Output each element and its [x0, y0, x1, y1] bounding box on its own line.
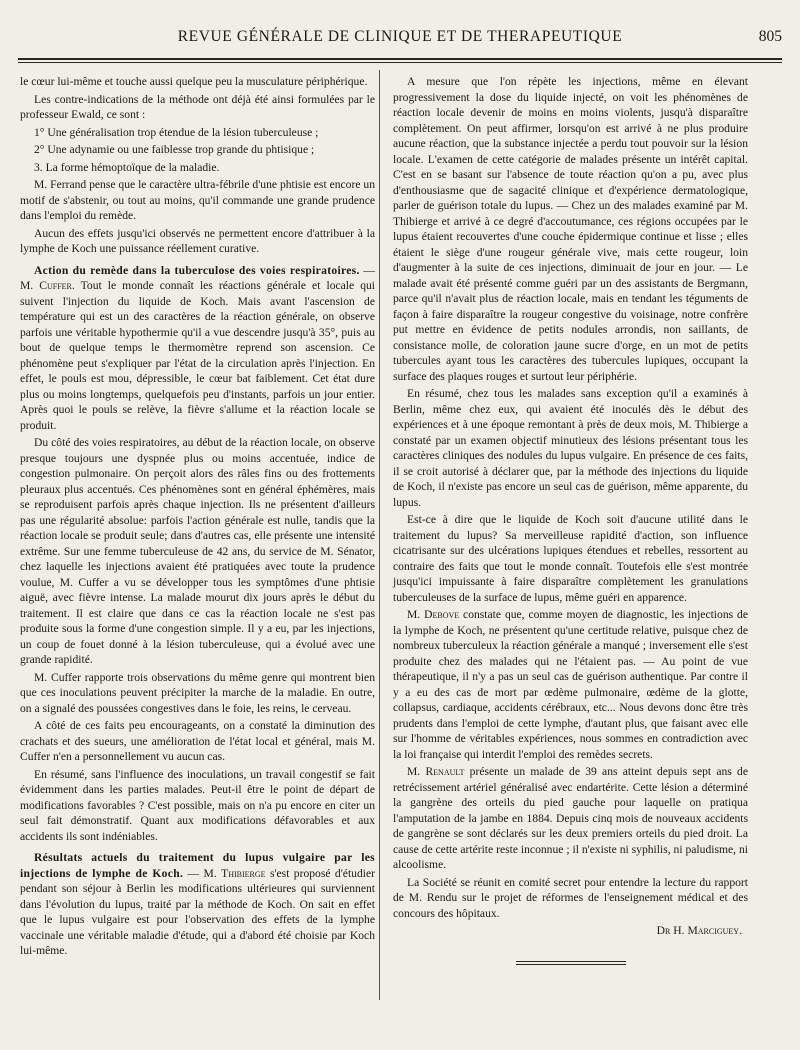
paragraph: A mesure que l'on répète les injections, même en élevant progressivement la dose du liquide injecté, on voit les phénomènes de réaction locale devenir de moins en moins violents, jusqu'à disparaître complètement. On peut affirmer, lorsqu'on est arrivé à ne plus produire aucune réaction, que la substance injectée a perdu tout pouvoir sur la lésion locale. L'examen de cette catégorie de malades présente un intérêt capital. C'est en se basant sur l'absence de toute réaction qu'on a pu, avec plus d'enthousiasme que de sagacité clinique et d'expérience dermatologique, parler de guérison totale du lupus. — Chez un des malades examiné par M. Thibierge et arrivé à ce degré d'accoutumance, ces régions occupées par le lupus étaient recouvertes d'une couche épidermique continue et lisse ; elles étaient le siège d'une rougeur générale vive, mais cette rougeur, loin d'augmenter à la suite de ces injections, diminuait de jour en jour. — Le malade avait été présenté comme guéri par un des assistants de Bergmann, parce qu'il n'avait plus de réaction locale, mais en tendant les téguments de façon à faire disparaître la rougeur congestive du voisinage, notre confrère put mettre en évidence de petits nodules arrondis, non saillants, de consistance molle, de coloration jaune sucre d'orge, en un mot de petits tubercules ayant tous les caractères des tubercules lupiques, occupant la surface des plaques rouges et surtout leur périphérie. — [393, 75, 748, 383]
paragraph: Les contre-indications de la méthode ont déjà été ainsi formulées par le professeur Ewald, ce sont : — [20, 92, 375, 121]
section-title: Résultats actuels du traitement du lupus vulgaire par les injections de lymphe de Koch. — [20, 851, 375, 880]
paragraph: En résumé, chez tous les malades sans exception qu'il a examinés à Berlin, même chez eux, qui avaient été inoculés dès le début des expériences et à une époque remontant à près de deux mois, M. Thibierge a constaté par un examen objectif minutieux des lésions présentant tous les caractères cliniques des nodules du lupus vulgaire. En présence de ces faits, il se croit autorisé à déclarer que, par la méthode des injections du liquide de Koch, il n'existe pas encore un seul cas de guérison, même apparente, du lupus. — [393, 387, 748, 509]
paragraph: Est-ce à dire que le liquide de Koch soit d'aucune utilité dans le traitement du lupus? Sa merveilleuse rapidité d'action, son influence cicatrisante sur des ulcérations lupiques étendues et rebelles, ressortent au contraire des faits que tout le monde connaît. Toutefois elle s'est montrée jusqu'ici impuissante à faire disparaître complètement les granulations tuberculeuses de la surface de lupus, même guéri en apparence. — [393, 513, 748, 604]
paragraph: Du côté des voies respiratoires, au début de la réaction locale, on observe presque toujours une dyspnée plus ou moins accentuée, indice de congestion pulmonaire. On perçoit alors des râles fins ou des frottements pleuraux plus accentués. Ces phénomènes sont en général éphémères, mais se reproduisent parfois après chaque injection. Ils ne présentent d'ailleurs pas une régularité absolue: parfois l'action générale est nulle, tandis que la réaction locale se produit seule; dans d'autres cas, elle présente une intensité extrême. Sur une femme tuberculeuse de 42 ans, du service de M. Sénator, chez laquelle les injections avaient été pratiquées avec toute la prudence voulue, M. Cuffer a vu se développer tous les symptômes d'une phtisie aiguë, avec fièvre intense. La malade mourut dix jours après le début du traitement. Il est claire que dans ce cas la réaction locale ne s'est pas produite sous la forme d'une congestion simple. Il y a eu, par les injections, un coup de fouet donné à la lésion tuberculeuse, qui a évolué avec une grande rapidité. — [20, 436, 375, 666]
paragraph: M. Ferrand pense que le caractère ultra-fébrile d'une phtisie est encore un motif de s'abstenir, ou tout au moins, qu'il commande une grande prudence dans l'emploi du remède. — [20, 178, 375, 222]
list-item: 3. La forme hémoptoïque de la maladie. — [34, 160, 220, 174]
paragraph: A côté de ces faits peu encourageants, on a constaté la diminution des crachats et des sueurs, une amélioration de l'état local et général, mais M. Cuffer n'en a personnellement vu aucun cas. — [20, 719, 375, 763]
list-item: 1° Une généralisation trop étendue de la lésion tuberculeuse ; — [34, 125, 319, 139]
paragraph: La Société se réunit en comité secret pour entendre la lecture du rapport de M. Rendu sur le projet de réformes de l'enseignement médical et des concours des hôpitaux. — [393, 875, 748, 920]
section-title: Action du remède dans la tuberculose des voies respiratoires. — [34, 263, 360, 277]
header-rule-thin — [18, 62, 782, 63]
end-rule-thin — [516, 964, 626, 965]
end-rule — [516, 961, 626, 962]
author-name: Cuffer — [39, 279, 72, 292]
page-header — [18, 12, 782, 56]
column-divider — [379, 70, 380, 1000]
author-name: M. Renault — [407, 765, 465, 778]
page-number: 805 — [758, 28, 782, 45]
paragraph — [393, 607, 748, 762]
section-text: s'est proposé d'étudier pendant son séjour à Berlin les modifications ultérieures qui surviennent dans l'évolution du lupus, traité par la méthode de Koch. On sait en effet que le lupus vulgaire est pour l'observation des effets de la lymphe vaccinale une véritable maladie d'étude, qui a d'abord été choisie par Koch lui-même. — [20, 866, 375, 957]
running-title: REVUE GÉNÉRALE DE CLINIQUE ET DE THERAPEUTIQUE — [177, 28, 623, 45]
paragraph — [393, 764, 748, 873]
paragraph: M. Cuffer rapporte trois observations du même genre qui montrent bien que ces inoculations peuvent précipiter la marche de la maladie. En outre, on a signalé des poussées congestives dans le foie, les reins, le cerveau. — [20, 670, 375, 715]
list-item: 2° Une adynamie ou une faiblesse trop grande du phtisique ; — [34, 143, 315, 156]
paragraph-text: présente un malade de 39 ans atteint depuis sept ans de retrécissement artériel généralisé avec endartérite. Cette lésion a déterminé la gangrène des orteils du pied gauche pour laquelle on pratiqua l'amputation de la jambe en 1884. Depuis cinq mois de nouveaux accidents de gangrène se sont déclarés sur les deux premiers orteils du pied droit. La cause de cette artérite reste inconnue ; il n'existe ni syphilis, ni paludisme, ni alcoolisme. — [393, 765, 748, 871]
left-column — [20, 74, 375, 961]
paragraph-text: constate que, comme moyen de diagnostic, les injections de la lymphe de Koch, ne présentent qu'une certitude relative, puisque chez de nombreux tuberculeux la réaction générale a manqué ; inversement elle s'est produite chez des malades qui ne l'étaient pas. — Au point de vue thérapeutique, il n'y a pas un seul cas de guérison authentique. Par contre il y a eu des cas de mort par œdème pulmonaire, œdème de la glotte, collapsus, cardiaque, accidents cérébraux, etc... Nous devons donc être très prudents dans l'emploi de cette lymphe, d'autant plus, que faisant avec elle sur l'homme de véritables expériences, nous sommes en contradiction avec la loi française qui interdit l'emploi des remèdes secrets. — [393, 608, 748, 761]
section-paragraph — [20, 850, 375, 959]
author-name: Thibierge — [221, 866, 266, 880]
section-dash: — M. — [20, 263, 375, 292]
section-dash: — M. — [183, 866, 222, 880]
section-text: . Tout le monde connaît les réactions générale et locale qui suivent l'injection du liquide de Koch. Mais avant l'ascension de température qui est un des caractères de la réaction générale, on observe parfois une véritable hypothermie qu'il a vue descendre jusqu'à 35°, puis au bout de quelque temps le thermomètre reprend son ascension. Ce phénomène peut s'expliquer par l'état de la circulation après l'injection. En effet, le pouls est mou, dépressible, le cœur bat faiblement. Cet état dure plus ou moins longtemps, quelquefois peu d'instants, parfois un jour entier. Après quoi le pouls se relève, la fièvre s'allume et la réaction locale se produit. — [20, 279, 376, 432]
author-name: M. Debove — [407, 608, 460, 621]
header-rule — [18, 58, 782, 60]
right-column — [393, 74, 748, 965]
paragraph: Aucun des effets jusqu'ici observés ne permettent encore d'attribuer à la lymphe de Koch une puissance réellement curative. — [20, 226, 375, 255]
paragraph: le cœur lui-même et touche aussi quelque peu la musculature périphérique. — [20, 75, 368, 88]
section-paragraph — [20, 263, 375, 434]
paragraph: En résumé, sans l'influence des inoculations, un travail congestif se fait évidemment dans les parties malades. Peut-il être le point de départ de modifications favorables ? C'est possible, mais on n'a pu encore en citer un seul fait démonstratif. Quant aux modifications défavorables et aux accidents ils sont indéniables. — [20, 767, 375, 843]
signature: Dr H. Marciguey. — [656, 924, 742, 937]
